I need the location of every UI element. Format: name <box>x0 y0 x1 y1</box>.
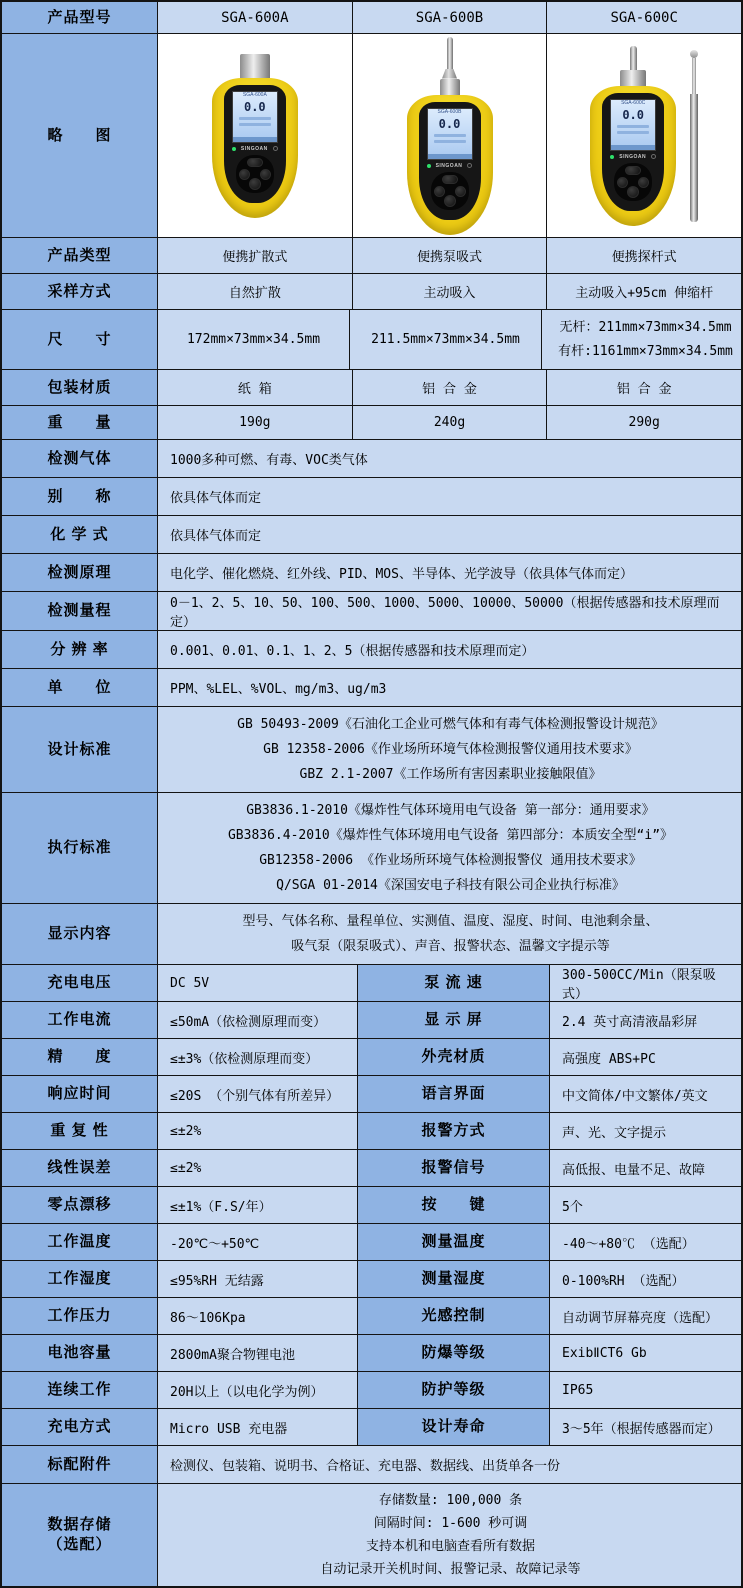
screen-status-bar <box>233 137 277 142</box>
row-label: 检测量程 <box>2 592 157 630</box>
spec-row <box>2 1039 741 1076</box>
spec-full-row <box>2 793 741 904</box>
keypad <box>614 163 652 201</box>
spec-value-line: GB3836.4-2010《爆炸性气体环境用电气设备 第四部分：本质安全型“i”》 <box>227 828 674 843</box>
spec-label: 电池容量 <box>2 1335 157 1371</box>
spec-row <box>2 1150 741 1187</box>
spec-row <box>2 1298 741 1335</box>
spec-value: ≤±1%（F.S/年） <box>157 1187 357 1223</box>
spec-value-line: Q/SGA 01-2014《深国安电子科技有限公司企业执行标准》 <box>276 878 625 893</box>
brand-label: SINGOAN <box>619 153 647 160</box>
row-label-line: 数据存储 <box>47 1516 112 1533</box>
storage-line: 自动记录开关机时间、报警记录、故障记录等 <box>320 1562 581 1577</box>
spec-label: 连续工作 <box>2 1372 157 1408</box>
spec-value: 中文简体/中文繁体/英文 <box>549 1076 741 1112</box>
menu-button <box>442 175 458 184</box>
screen-info-line <box>617 131 649 134</box>
spec-full-row <box>2 592 741 631</box>
gas-detector-diffusion <box>212 54 298 218</box>
spec-value: ≤20S （个别气体有所差异） <box>157 1076 357 1112</box>
product-value-line: 无杆：211mm×73mm×34.5mm <box>559 319 732 335</box>
spec-row <box>2 1261 741 1298</box>
screen-info-line <box>239 123 271 126</box>
product-value: 自然扩散 <box>157 274 352 309</box>
spec-value: IP65 <box>549 1372 741 1408</box>
spec-full-value <box>157 707 741 792</box>
spec-label: 工作湿度 <box>2 1261 157 1297</box>
row-label: 设计标准 <box>2 707 157 792</box>
row-label: 包装材质 <box>2 370 157 405</box>
sensor-cap <box>240 54 270 78</box>
spec-label: 线性误差 <box>2 1150 157 1186</box>
product-value: 便携泵吸式 <box>352 238 547 273</box>
spec-full-value: 电化学、催化燃烧、红外线、PID、MOS、半导体、光学波导（依具体气体而定） <box>157 554 741 591</box>
spec-full-row <box>2 904 741 965</box>
lcd-screen <box>232 91 278 143</box>
spec-full-value: 依具体气体而定 <box>157 478 741 515</box>
row-label: 产品类型 <box>2 238 157 273</box>
spec-value: 5个 <box>549 1187 741 1223</box>
product-value: 190g <box>157 406 352 439</box>
accessories-value: 检测仪、包装箱、说明书、合格证、充电器、数据线、出货单各一份 <box>157 1446 741 1483</box>
pump-probe <box>447 37 453 69</box>
screen-model-label: SGA-600C <box>621 99 646 106</box>
spec-value: 0-100%RH （选配） <box>549 1261 741 1297</box>
spec-value: 声、光、文字提示 <box>549 1113 741 1149</box>
spec-label: 设计寿命 <box>357 1409 549 1445</box>
spec-label: 测量湿度 <box>357 1261 549 1297</box>
spec-row <box>2 1409 741 1446</box>
spec-full-value: PPM、%LEL、%VOL、mg/m3、ug/m3 <box>157 669 741 706</box>
screen-status-bar <box>611 145 655 150</box>
product-value: 主动吸入+95cm 伸缩杆 <box>546 274 741 309</box>
spec-full-row <box>2 516 741 554</box>
row-label: 化 学 式 <box>2 516 157 553</box>
power-icon <box>467 163 472 168</box>
left-button <box>434 186 445 197</box>
product-value: 便携扩散式 <box>157 238 352 273</box>
product-row <box>2 370 741 406</box>
enter-button <box>249 178 261 190</box>
spec-value-line: GB3836.1-2010《爆炸性气体环境用电气设备 第一部分：通用要求》 <box>246 803 655 818</box>
gas-detector-pump <box>407 37 493 235</box>
right-button <box>260 169 271 180</box>
spec-label: 工作压力 <box>2 1298 157 1334</box>
device-face <box>224 85 286 203</box>
keypad <box>236 155 274 193</box>
spec-value-line: GB12358-2006 《作业场所环境气体检测报警仪 通用技术要求》 <box>259 853 642 868</box>
spec-row <box>2 965 741 1002</box>
spec-label: 外壳材质 <box>357 1039 549 1075</box>
row-label <box>2 1484 157 1586</box>
left-button <box>239 169 250 180</box>
menu-button <box>247 158 263 167</box>
row-label: 略 图 <box>2 34 157 237</box>
screen-info-line <box>617 125 649 128</box>
spec-label: 按 键 <box>357 1187 549 1223</box>
spec-value: 高强度 ABS+PC <box>549 1039 741 1075</box>
spec-label: 零点漂移 <box>2 1187 157 1223</box>
spec-value-line: 型号、气体名称、量程单位、实测值、温度、湿度、时间、电池剩余量、 <box>242 914 659 929</box>
product-value: 240g <box>352 406 547 439</box>
spec-label: 显 示 屏 <box>357 1002 549 1038</box>
device-face <box>602 93 664 211</box>
header-row <box>2 2 741 34</box>
spec-value: ≤95%RH 无结露 <box>157 1261 357 1297</box>
spec-value: -20℃～+50℃ <box>157 1224 357 1260</box>
spec-row <box>2 1224 741 1261</box>
row-label-line: （选配） <box>47 1536 112 1553</box>
spec-value: ≤±3%（依检测原理而变） <box>157 1039 357 1075</box>
full-width-spec-rows <box>2 440 741 965</box>
spec-row <box>2 1187 741 1224</box>
row-label: 采样方式 <box>2 274 157 309</box>
spec-label: 语言界面 <box>357 1076 549 1112</box>
sensor-cap <box>620 70 646 86</box>
spec-value-line: 吸气泵（限泵吸式）、声音、报警状态、温馨文字提示等 <box>291 939 610 954</box>
rod-tip <box>690 50 698 58</box>
screen-model-label: SGA-600A <box>242 91 267 98</box>
storage-line: 间隔时间: 1-600 秒可调 <box>373 1516 528 1531</box>
row-label: 单 位 <box>2 669 157 706</box>
row-label: 检测气体 <box>2 440 157 477</box>
screen-info-line <box>239 117 271 120</box>
enter-button <box>627 186 639 198</box>
spec-label: 工作温度 <box>2 1224 157 1260</box>
screen-reading: 0.0 <box>438 116 461 131</box>
spec-value: 2800mA聚合物锂电池 <box>157 1335 357 1371</box>
spec-row <box>2 1113 741 1150</box>
spec-value-line: GB 50493-2009《石油化工企业可燃气体和有毒气体检测报警设计规范》 <box>237 717 664 732</box>
model-name-sga-600c: SGA-600C <box>546 2 741 33</box>
product-row <box>2 310 741 370</box>
data-storage-value <box>157 1484 741 1586</box>
row-label: 分 辨 率 <box>2 631 157 668</box>
spec-label: 工作电流 <box>2 1002 157 1038</box>
product-value: 290g <box>546 406 741 439</box>
device-body <box>590 86 676 226</box>
screen-info-line <box>434 134 466 137</box>
spec-row <box>2 1372 741 1409</box>
product-photo-sga-600b <box>352 34 547 237</box>
row-label: 显示内容 <box>2 904 157 964</box>
row-label: 执行标准 <box>2 793 157 903</box>
spec-label: 充电方式 <box>2 1409 157 1445</box>
product-value-line: 有杆:1161mm×73mm×34.5mm <box>558 343 733 359</box>
product-value: 便携探杆式 <box>546 238 741 273</box>
rod-lower-section <box>690 94 698 222</box>
product-value: 172mm×73mm×34.5mm <box>157 310 349 369</box>
spec-full-row <box>2 631 741 669</box>
gas-detector-probe-type <box>590 46 676 226</box>
enter-button <box>444 195 456 207</box>
spec-value: -40～+80℃ （选配） <box>549 1224 741 1260</box>
header-label: 产品型号 <box>2 2 157 33</box>
model-name-sga-600a: SGA-600A <box>157 2 352 33</box>
spec-value: Micro USB 充电器 <box>157 1409 357 1445</box>
product-value <box>541 310 741 369</box>
spec-label: 泵 流 速 <box>357 965 549 1001</box>
row-label: 标配附件 <box>2 1446 157 1483</box>
spec-label: 报警信号 <box>357 1150 549 1186</box>
device-body <box>407 95 493 235</box>
spec-value: 3～5年（根据传感器而定） <box>549 1409 741 1445</box>
screen-model-label: SGA-600B <box>437 108 462 115</box>
product-value: 211.5mm×73mm×34.5mm <box>349 310 541 369</box>
spec-label: 防护等级 <box>357 1372 549 1408</box>
spec-value: 20H以上（以电化学为例） <box>157 1372 357 1408</box>
product-comparison-rows <box>2 238 741 440</box>
product-row <box>2 274 741 310</box>
spec-row <box>2 1002 741 1039</box>
probe-flare <box>442 69 457 79</box>
row-label: 检测原理 <box>2 554 157 591</box>
brand-label: SINGOAN <box>240 145 268 152</box>
power-icon <box>651 154 656 159</box>
spec-full-row <box>2 554 741 592</box>
spec-value-line: GBZ 2.1-2007《工作场所有害因素职业接触限值》 <box>299 767 602 782</box>
spec-full-value: 1000多种可燃、有毒、VOC类气体 <box>157 440 741 477</box>
model-name-sga-600b: SGA-600B <box>352 2 547 33</box>
spec-full-value <box>157 793 741 903</box>
product-photo-sga-600a <box>157 34 352 237</box>
row-label: 别 称 <box>2 478 157 515</box>
screen-info-line <box>434 140 466 143</box>
spec-label: 重 复 性 <box>2 1113 157 1149</box>
spec-value: ≤±2% <box>157 1113 357 1149</box>
spec-value: 2.4 英寸高清液晶彩屏 <box>549 1002 741 1038</box>
right-button <box>455 186 466 197</box>
pump-probe <box>630 46 637 70</box>
spec-label: 测量温度 <box>357 1224 549 1260</box>
screen-status-bar <box>428 154 472 159</box>
spec-full-value: 0－1、2、5、10、50、100、500、1000、5000、10000、50000（根据传感器和技术原理而定） <box>157 592 741 630</box>
right-button <box>638 177 649 188</box>
telescopic-rod <box>690 50 698 222</box>
product-row <box>2 238 741 274</box>
spec-full-row <box>2 440 741 478</box>
row-label: 重 量 <box>2 406 157 439</box>
rod-upper-section <box>692 58 696 94</box>
lcd-screen <box>427 108 473 160</box>
spec-full-row <box>2 478 741 516</box>
spec-label: 响应时间 <box>2 1076 157 1112</box>
data-storage-row <box>2 1484 741 1586</box>
spec-full-value: 依具体气体而定 <box>157 516 741 553</box>
device-face <box>419 102 481 220</box>
power-led <box>610 155 614 159</box>
product-value: 铝 合 金 <box>352 370 547 405</box>
spec-full-row <box>2 707 741 793</box>
spec-value: ≤±2% <box>157 1150 357 1186</box>
storage-line: 支持本机和电脑查看所有数据 <box>365 1539 535 1554</box>
spec-label: 报警方式 <box>357 1113 549 1149</box>
lcd-screen <box>610 99 656 151</box>
spec-label: 防爆等级 <box>357 1335 549 1371</box>
screen-reading: 0.0 <box>622 107 645 122</box>
spec-label: 光感控制 <box>357 1298 549 1334</box>
product-value: 纸 箱 <box>157 370 352 405</box>
spec-label: 精 度 <box>2 1039 157 1075</box>
two-column-spec-rows <box>2 965 741 1446</box>
spec-full-value: 0.001、0.01、0.1、1、2、5（根据传感器和技术原理而定） <box>157 631 741 668</box>
spec-value: 300-500CC/Min（限泵吸式） <box>549 965 741 1001</box>
sketch-row <box>2 34 741 238</box>
spec-value: ExibⅡCT6 Gb <box>549 1335 741 1371</box>
spec-value-line: GB 12358-2006《作业场所环境气体检测报警仪通用技术要求》 <box>263 742 638 757</box>
product-value: 铝 合 金 <box>546 370 741 405</box>
spec-value: DC 5V <box>157 965 357 1001</box>
spec-value: 高低报、电量不足、故障 <box>549 1150 741 1186</box>
screen-reading: 0.0 <box>243 99 266 114</box>
product-row <box>2 406 741 440</box>
storage-line: 存储数量: 100,000 条 <box>378 1493 523 1508</box>
spec-value: 自动调节屏幕亮度（选配） <box>549 1298 741 1334</box>
power-led <box>232 147 236 151</box>
left-button <box>617 177 628 188</box>
power-icon <box>273 146 278 151</box>
spec-value: 86～106Kpa <box>157 1298 357 1334</box>
spec-row <box>2 1076 741 1113</box>
accessories-row <box>2 1446 741 1484</box>
keypad <box>431 172 469 210</box>
brand-label: SINGOAN <box>435 162 463 169</box>
spec-label: 充电电压 <box>2 965 157 1001</box>
sensor-cap <box>440 79 460 95</box>
row-label: 尺 寸 <box>2 310 157 369</box>
menu-button <box>625 166 641 175</box>
power-led <box>427 164 431 168</box>
device-body <box>212 78 298 218</box>
product-photo-sga-600c <box>546 34 741 237</box>
spec-row <box>2 1335 741 1372</box>
spec-full-value <box>157 904 741 964</box>
product-value: 主动吸入 <box>352 274 547 309</box>
spec-value: ≤50mA（依检测原理而变） <box>157 1002 357 1038</box>
spec-full-row <box>2 669 741 707</box>
